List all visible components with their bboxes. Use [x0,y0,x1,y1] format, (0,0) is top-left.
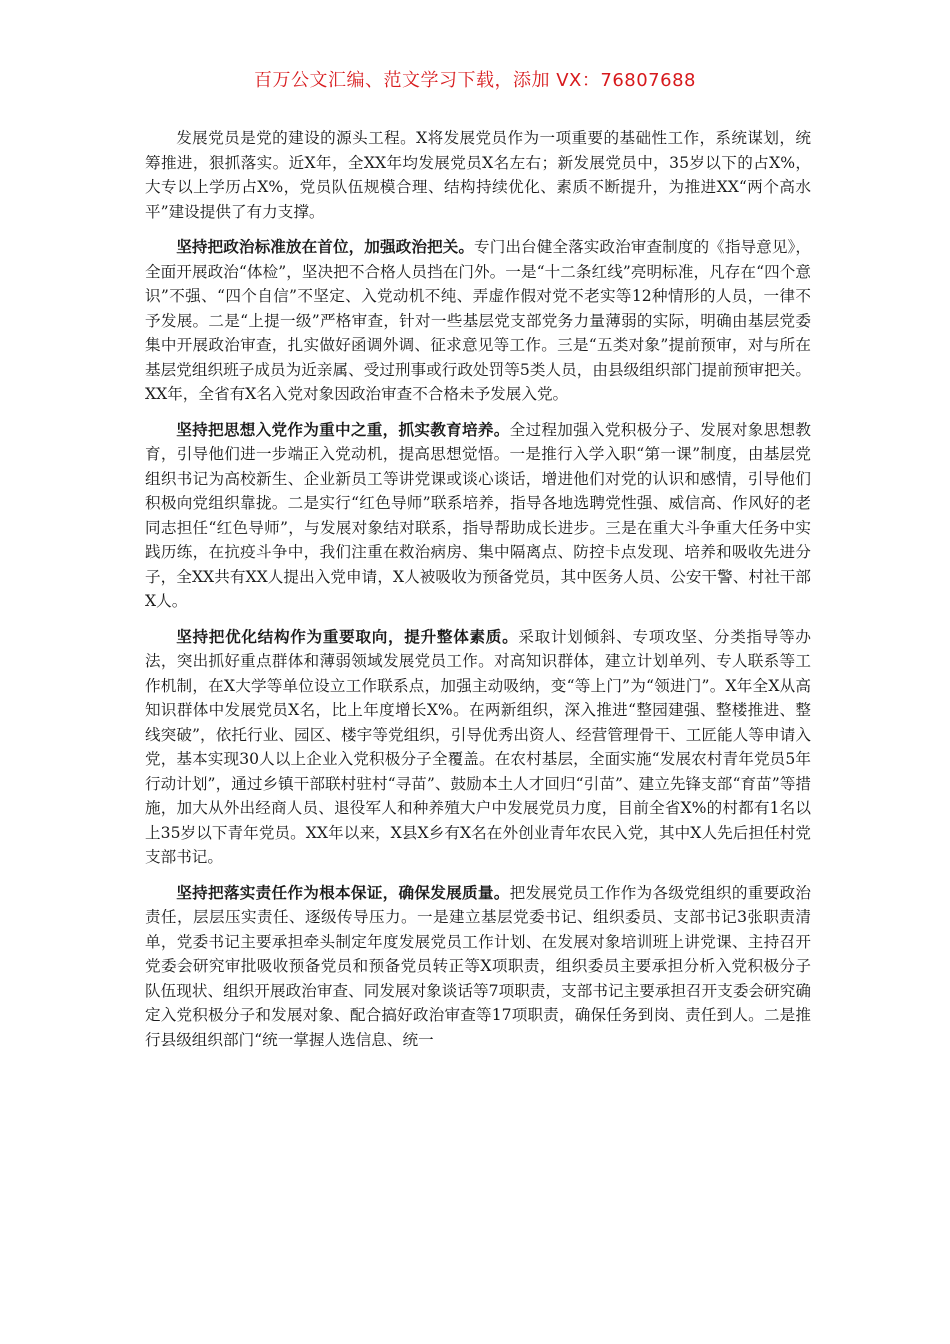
article-body [145,126,811,1063]
paragraph-lead: 坚持把思想入党作为重中之重，抓实教育培养。 [176,420,510,439]
paragraph-body: 采取计划倾斜、专项攻坚、分类指导等办法，突出抓好重点群体和薄弱领域发展党员工作。对高知识群体，建立计划单列、专人联系等工作机制，在X大学等单位设立工作联系点，加强主动吸纳，变“等上门”为“领进门”。X年全X从高知识群体中发展党员X名，比上年度增长X%。在两新组织，深入推进“整园建强、整楼推进、整线突破”，依托行业、园区、楼宇等党组织，引导优秀出资人、经营管理骨干、工匠能人等申请入党，基本实现30人以上企业入党积极分子全覆盖。在农村基层，全面实施“发展农村青年党员5年行动计划”，通过乡镇干部联村驻村“寻苗”、鼓励本土人才回归“引苗”、建立先锋支部“育苗”等措施，加大从外出经商人员、退役军人和种养殖大户中发展党员力度，目前全省X%的村都有1名以上35岁以下青年党员。XX年以来，X县X乡有X名在外创业青年农民入党，其中X人先后担任村党支部书记。 [145,627,811,866]
paragraph-political-standard [145,235,811,407]
paragraph-responsibility [145,881,811,1053]
paragraph-body: 把发展党员工作作为各级党组织的重要政治责任，层层压实责任、逐级传导压力。一是建立基层党委书记、组织委员、支部书记3张职责清单，党委书记主要承担牵头制定年度发展党员工作计划、在发展对象培训班上讲党课、主持召开党委会研究审批吸收预备党员和预备党员转正等X项职责，组织委员主要承担分析入党积极分子队伍现状、组织开展政治审查、同发展对象谈话等7项职责，支部书记主要承担召开支委会研究确定入党积极分子和发展对象、配合搞好政治审查等17项职责，确保任务到岗、责任到人。二是推行县级组织部门“统一掌握人选信息、统一 [145,883,811,1049]
paragraph-lead: 坚持把优化结构作为重要取向，提升整体素质。 [176,627,519,646]
paragraph-body: 专门出台健全落实政治审查制度的《指导意见》，全面开展政治“体检”，坚决把不合格人员挡在门外。一是“十二条红线”亮明标准，凡存在“四个意识”不强、“四个自信”不坚定、入党动机不纯、弄虚作假对党不老实等12种情形的人员，一律不予发展。二是“上提一级”严格审查，针对一些基层党支部党务力量薄弱的实际，明确由基层党委集中开展政治审查，扎实做好函调外调、征求意见等工作。三是“五类对象”提前预审，对与所在基层党组织班子成员为近亲属、受过刑事或行政处罚等5类人员，由县级组织部门提前预审把关。XX年，全省有X名入党对象因政治审查不合格未予发展入党。 [145,238,811,403]
paragraph-body: 发展党员是党的建设的源头工程。X将发展党员作为一项重要的基础性工作，系统谋划，统筹推进，狠抓落实。近X年，全XX年均发展党员X名左右；新发展党员中，35岁以下的占X%，大专以上学历占X%，党员队伍规模合理、结构持续优化、素质不断提升，为推进XX“两个高水平”建设提供了有力支撑。 [145,129,811,221]
paragraph-body: 全过程加强入党积极分子、发展对象思想教育，引导他们进一步端正入党动机，提高思想觉悟。一是推行入学入职“第一课”制度，由基层党组织书记为高校新生、企业新员工等讲党课或谈心谈话，增进他们对党的认识和感情，引导他们积极向党组织靠拢。二是实行“红色导师”联系培养，指导各地选聘党性强、威信高、作风好的老同志担任“红色导师”，与发展对象结对联系，指导帮助成长进步。三是在重大斗争重大任务中实践历练，在抗疫斗争中，我们注重在救治病房、集中隔离点、防控卡点发现、培养和吸收先进分子，全XX共有XX人提出入党申请，X人被吸收为预备党员，其中医务人员、公安干警、村社干部X人。 [145,420,811,610]
paragraph-lead: 坚持把落实责任作为根本保证，确保发展质量。 [176,883,510,902]
watermark-header: 百万公文汇编、范文学习下载，添加 VX：76807688 [254,70,696,91]
paragraph-structure-optimization [145,625,811,870]
paragraph-ideological-education [145,418,811,614]
paragraph-intro [145,126,811,224]
paragraph-lead: 坚持把政治标准放在首位，加强政治把关。 [176,238,475,256]
